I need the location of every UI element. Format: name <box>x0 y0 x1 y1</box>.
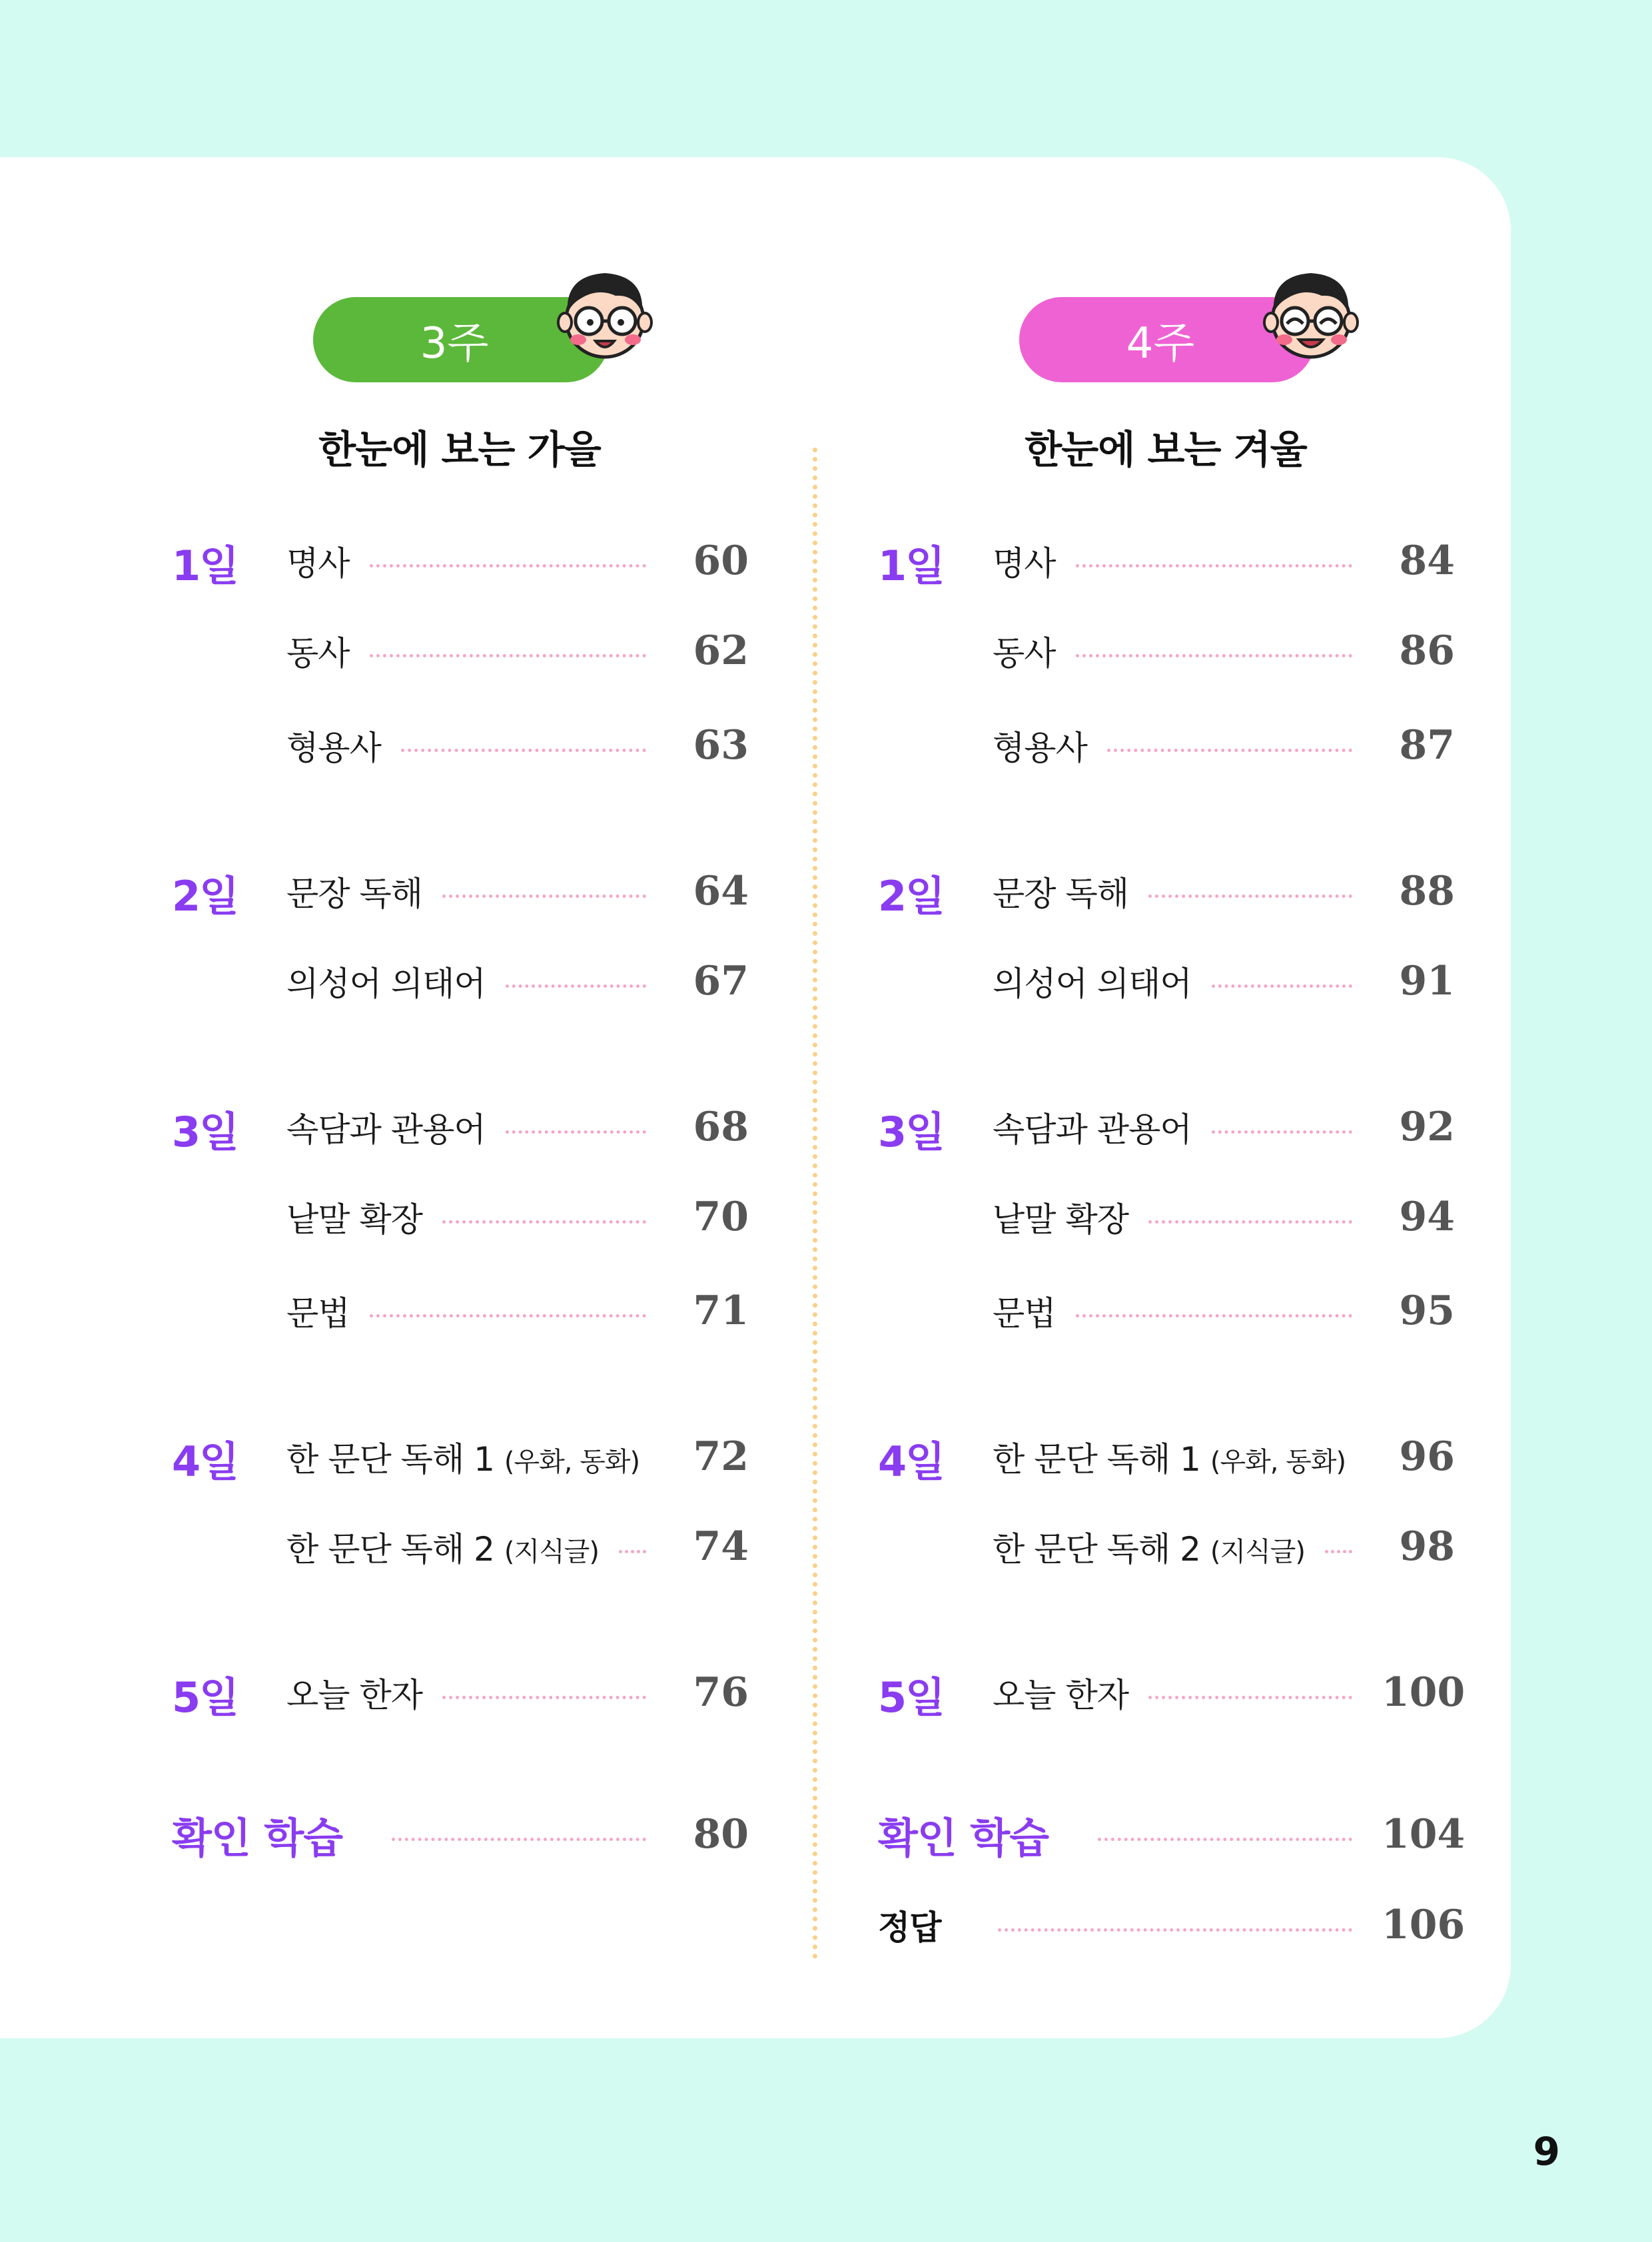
dotted-leader <box>1212 1130 1352 1134</box>
entry-page: 86 <box>1399 627 1455 674</box>
dotted-leader <box>1325 1550 1352 1553</box>
toc-entry[interactable] <box>993 1284 1455 1337</box>
entry-title: 한 문단 독해 2 (지식글) <box>286 1530 600 1569</box>
entry-page: 100 <box>1382 1669 1465 1716</box>
entry-page: 84 <box>1399 538 1455 584</box>
review-entry[interactable] <box>878 1808 1465 1862</box>
toc-entry[interactable] <box>286 1520 749 1573</box>
day-label: 3일 <box>878 1108 945 1156</box>
entry-title: 형용사 <box>286 729 381 767</box>
entry-note: (지식글) <box>504 1537 600 1567</box>
entry-title: 명사 <box>286 544 350 583</box>
entry-title: 형용사 <box>993 729 1087 767</box>
entry-note: (우화, 동화) <box>1210 1447 1346 1477</box>
dotted-leader <box>1076 1314 1352 1317</box>
dotted-leader <box>442 895 646 898</box>
dotted-leader <box>506 1130 646 1134</box>
dotted-leader <box>1098 1838 1352 1841</box>
toc-entry[interactable] <box>286 534 749 587</box>
dotted-leader <box>1212 984 1352 988</box>
boy-face-icon <box>1258 261 1364 361</box>
entry-title: 문장 독해 <box>993 875 1129 913</box>
entry-page: 98 <box>1399 1523 1455 1570</box>
toc-entry[interactable] <box>286 865 749 918</box>
entry-title: 오늘 한자 <box>993 1676 1129 1714</box>
entry-page: 74 <box>693 1523 749 1570</box>
entry-title: 명사 <box>993 544 1056 583</box>
week-3-column <box>0 0 749 2242</box>
entry-page: 94 <box>1399 1194 1455 1240</box>
entry-page: 72 <box>693 1433 749 1480</box>
review-entry[interactable] <box>172 1808 749 1861</box>
section-subtitle: 한눈에 보는 가을 <box>318 427 601 472</box>
toc-entry[interactable] <box>993 865 1455 918</box>
toc-entry[interactable] <box>993 624 1455 677</box>
entry-title: 문장 독해 <box>286 875 423 913</box>
toc-entry[interactable] <box>286 1430 749 1483</box>
entry-title: 속담과 관용어 <box>286 1110 486 1149</box>
entry-title: 동사 <box>993 634 1056 673</box>
dotted-leader <box>1076 564 1352 567</box>
entry-title: 한 문단 독해 1 (우화, 동화) <box>286 1440 640 1479</box>
page-number: 9 <box>1533 2129 1560 2174</box>
entry-page: 62 <box>693 627 749 674</box>
day-label: 4일 <box>172 1437 238 1486</box>
entry-page: 64 <box>693 868 749 915</box>
entry-title: 한 문단 독해 1 (우화, 동화) <box>993 1440 1346 1479</box>
answer-entry[interactable] <box>878 1898 1465 1952</box>
dotted-leader <box>1148 1220 1352 1224</box>
dotted-leader <box>442 1220 646 1224</box>
entry-note: (지식글) <box>1210 1537 1306 1567</box>
day-label: 2일 <box>172 872 238 921</box>
toc-entry[interactable] <box>993 1430 1455 1483</box>
entry-title: 의성어 의태어 <box>286 964 486 1003</box>
answer-title: 정답 <box>878 1908 941 1947</box>
dotted-leader <box>506 984 646 988</box>
toc-entry[interactable] <box>286 1190 749 1244</box>
toc-entry[interactable] <box>993 1520 1455 1573</box>
boy-face-icon <box>552 261 658 361</box>
entry-page: 87 <box>1399 722 1455 769</box>
week-4-column <box>706 0 1465 2242</box>
dotted-leader <box>370 654 646 657</box>
toc-entry[interactable] <box>286 1100 749 1154</box>
entry-page: 95 <box>1399 1288 1455 1334</box>
entry-title: 속담과 관용어 <box>993 1110 1192 1149</box>
review-title: 확인 학습 <box>878 1813 1049 1862</box>
entry-page: 88 <box>1399 868 1455 915</box>
toc-entry[interactable] <box>993 1666 1465 1719</box>
toc-entry[interactable] <box>286 1666 749 1719</box>
toc-entry[interactable] <box>993 954 1455 1008</box>
day-label: 4일 <box>878 1437 945 1486</box>
day-label: 5일 <box>172 1673 238 1722</box>
dotted-leader <box>442 1696 646 1699</box>
toc-entry[interactable] <box>993 1190 1455 1244</box>
dotted-leader <box>1076 654 1352 657</box>
toc-entry[interactable] <box>993 534 1455 587</box>
dotted-leader <box>370 564 646 567</box>
review-title: 확인 학습 <box>172 1813 343 1862</box>
entry-page: 70 <box>693 1194 749 1240</box>
day-label: 3일 <box>172 1108 238 1156</box>
entry-page: 96 <box>1399 1433 1455 1480</box>
toc-entry[interactable] <box>993 719 1455 772</box>
entry-page: 104 <box>1382 1811 1465 1858</box>
entry-page: 80 <box>693 1811 749 1858</box>
section-subtitle: 한눈에 보는 겨울 <box>1025 427 1307 472</box>
week-label: 3주 <box>420 319 489 368</box>
entry-title: 문법 <box>993 1294 1056 1333</box>
entry-page: 67 <box>693 958 749 1004</box>
dotted-leader <box>1107 749 1352 752</box>
entry-page: 106 <box>1382 1902 1465 1948</box>
dotted-leader <box>998 1928 1352 1932</box>
dotted-leader <box>619 1550 646 1553</box>
dotted-leader <box>370 1314 646 1317</box>
entry-note: (우화, 동화) <box>504 1447 640 1477</box>
entry-title: 오늘 한자 <box>286 1676 423 1714</box>
day-label: 1일 <box>878 542 945 590</box>
dotted-leader <box>401 749 646 752</box>
entry-page: 68 <box>693 1104 749 1150</box>
day-label: 1일 <box>172 542 238 590</box>
toc-entry[interactable] <box>286 954 749 1008</box>
dotted-leader <box>1148 1696 1352 1699</box>
entry-page: 76 <box>693 1669 749 1716</box>
week-label: 4주 <box>1126 319 1195 368</box>
entry-page: 71 <box>693 1288 749 1334</box>
dotted-leader <box>392 1838 646 1841</box>
entry-title: 동사 <box>286 634 350 673</box>
dotted-leader <box>1148 895 1352 898</box>
toc-entry[interactable] <box>993 1100 1455 1154</box>
entry-title: 낱말 확장 <box>286 1200 423 1239</box>
toc-entry[interactable] <box>286 624 749 677</box>
day-label: 2일 <box>878 872 945 921</box>
entry-title: 낱말 확장 <box>993 1200 1129 1239</box>
toc-entry[interactable] <box>286 719 749 772</box>
entry-title: 의성어 의태어 <box>993 964 1192 1003</box>
entry-title: 한 문단 독해 2 (지식글) <box>993 1530 1306 1569</box>
toc-entry[interactable] <box>286 1284 749 1337</box>
entry-title: 문법 <box>286 1294 350 1333</box>
entry-page: 63 <box>693 722 749 769</box>
entry-page: 60 <box>693 538 749 584</box>
day-label: 5일 <box>878 1673 945 1722</box>
entry-page: 92 <box>1399 1104 1455 1150</box>
entry-page: 91 <box>1399 958 1455 1004</box>
